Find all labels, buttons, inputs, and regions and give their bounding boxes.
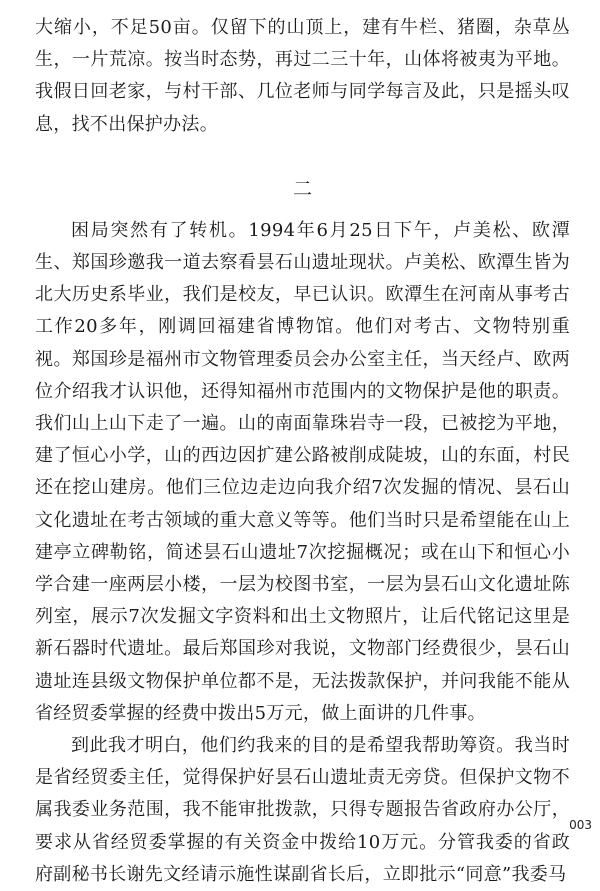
page-number: 003 <box>569 818 592 832</box>
paragraph-1: 困局突然有了转机。1994年6月25日下午，卢美松、欧潭生、郑国珍邀我一道去察看昙石山遗址现状。卢美松、欧潭生皆为北大历史系毕业，我们是校友，早已认识。欧潭生在河南从事考古工作20多年，刚调回福建省博物馆。他们对考古、文物特别重视。郑国珍是福州市文物管理委员会办公室主任，当天经卢、欧两位介绍我才认识他，还得知福州市范围内的文物保护是他的职责。我们山上山下走了一遍。山的南面靠珠岩寺一段，已被挖为平地，建了恒心小学，山的西边因扩建公路被削成陡坡，山的东面，村民还在挖山建房。他们三位边走边向我介绍7次发掘的情况、昙石山文化遗址在考古领域的重大意义等等。他们当时只是希望能在山上建亭立碑勒铭，简述昙石山遗址7次挖掘概况；或在山下和恒心小学合建一座两层小楼，一层为校图书室，一层为昙石山文化遗址陈列室，展示7次发掘文字资料和出土文物照片，让后代铭记这里是新石器时代遗址。最后郑国珍对我说，文物部门经费很少，昙石山遗址连县级文物保护单位都不是，无法拨款保护，并问我能不能从省经贸委掌握的经费中拨出5万元，做上面讲的几件事。 <box>35 219 570 724</box>
paragraph-2: 到此我才明白，他们约我来的目的是希望我帮助筹资。我当时是省经贸委主任，觉得保护好昙石山遗址责无旁贷。但保护文物不属我委业务范围，我不能审批拨款，只得专题报告省政府办公厅，要求从省经贸委掌握的有关资金中拨给10万元。分管我委的省政府副秘书长谢先文经请示施性谋副省长后，立即批示“同意”我委马 <box>35 735 570 885</box>
document-page <box>35 12 570 891</box>
paragraph-continued: 大缩小，不足50亩。仅留下的山顶上，建有牛栏、猪圈，杂草丛生，一片荒凉。按当时态势，再过二三十年，山体将被夷为平地。我假日回老家，与村干部、几位老师与同学每言及此，只是摇头叹息，找不出保护办法。 <box>35 17 570 135</box>
section-heading: 二 <box>292 177 312 200</box>
